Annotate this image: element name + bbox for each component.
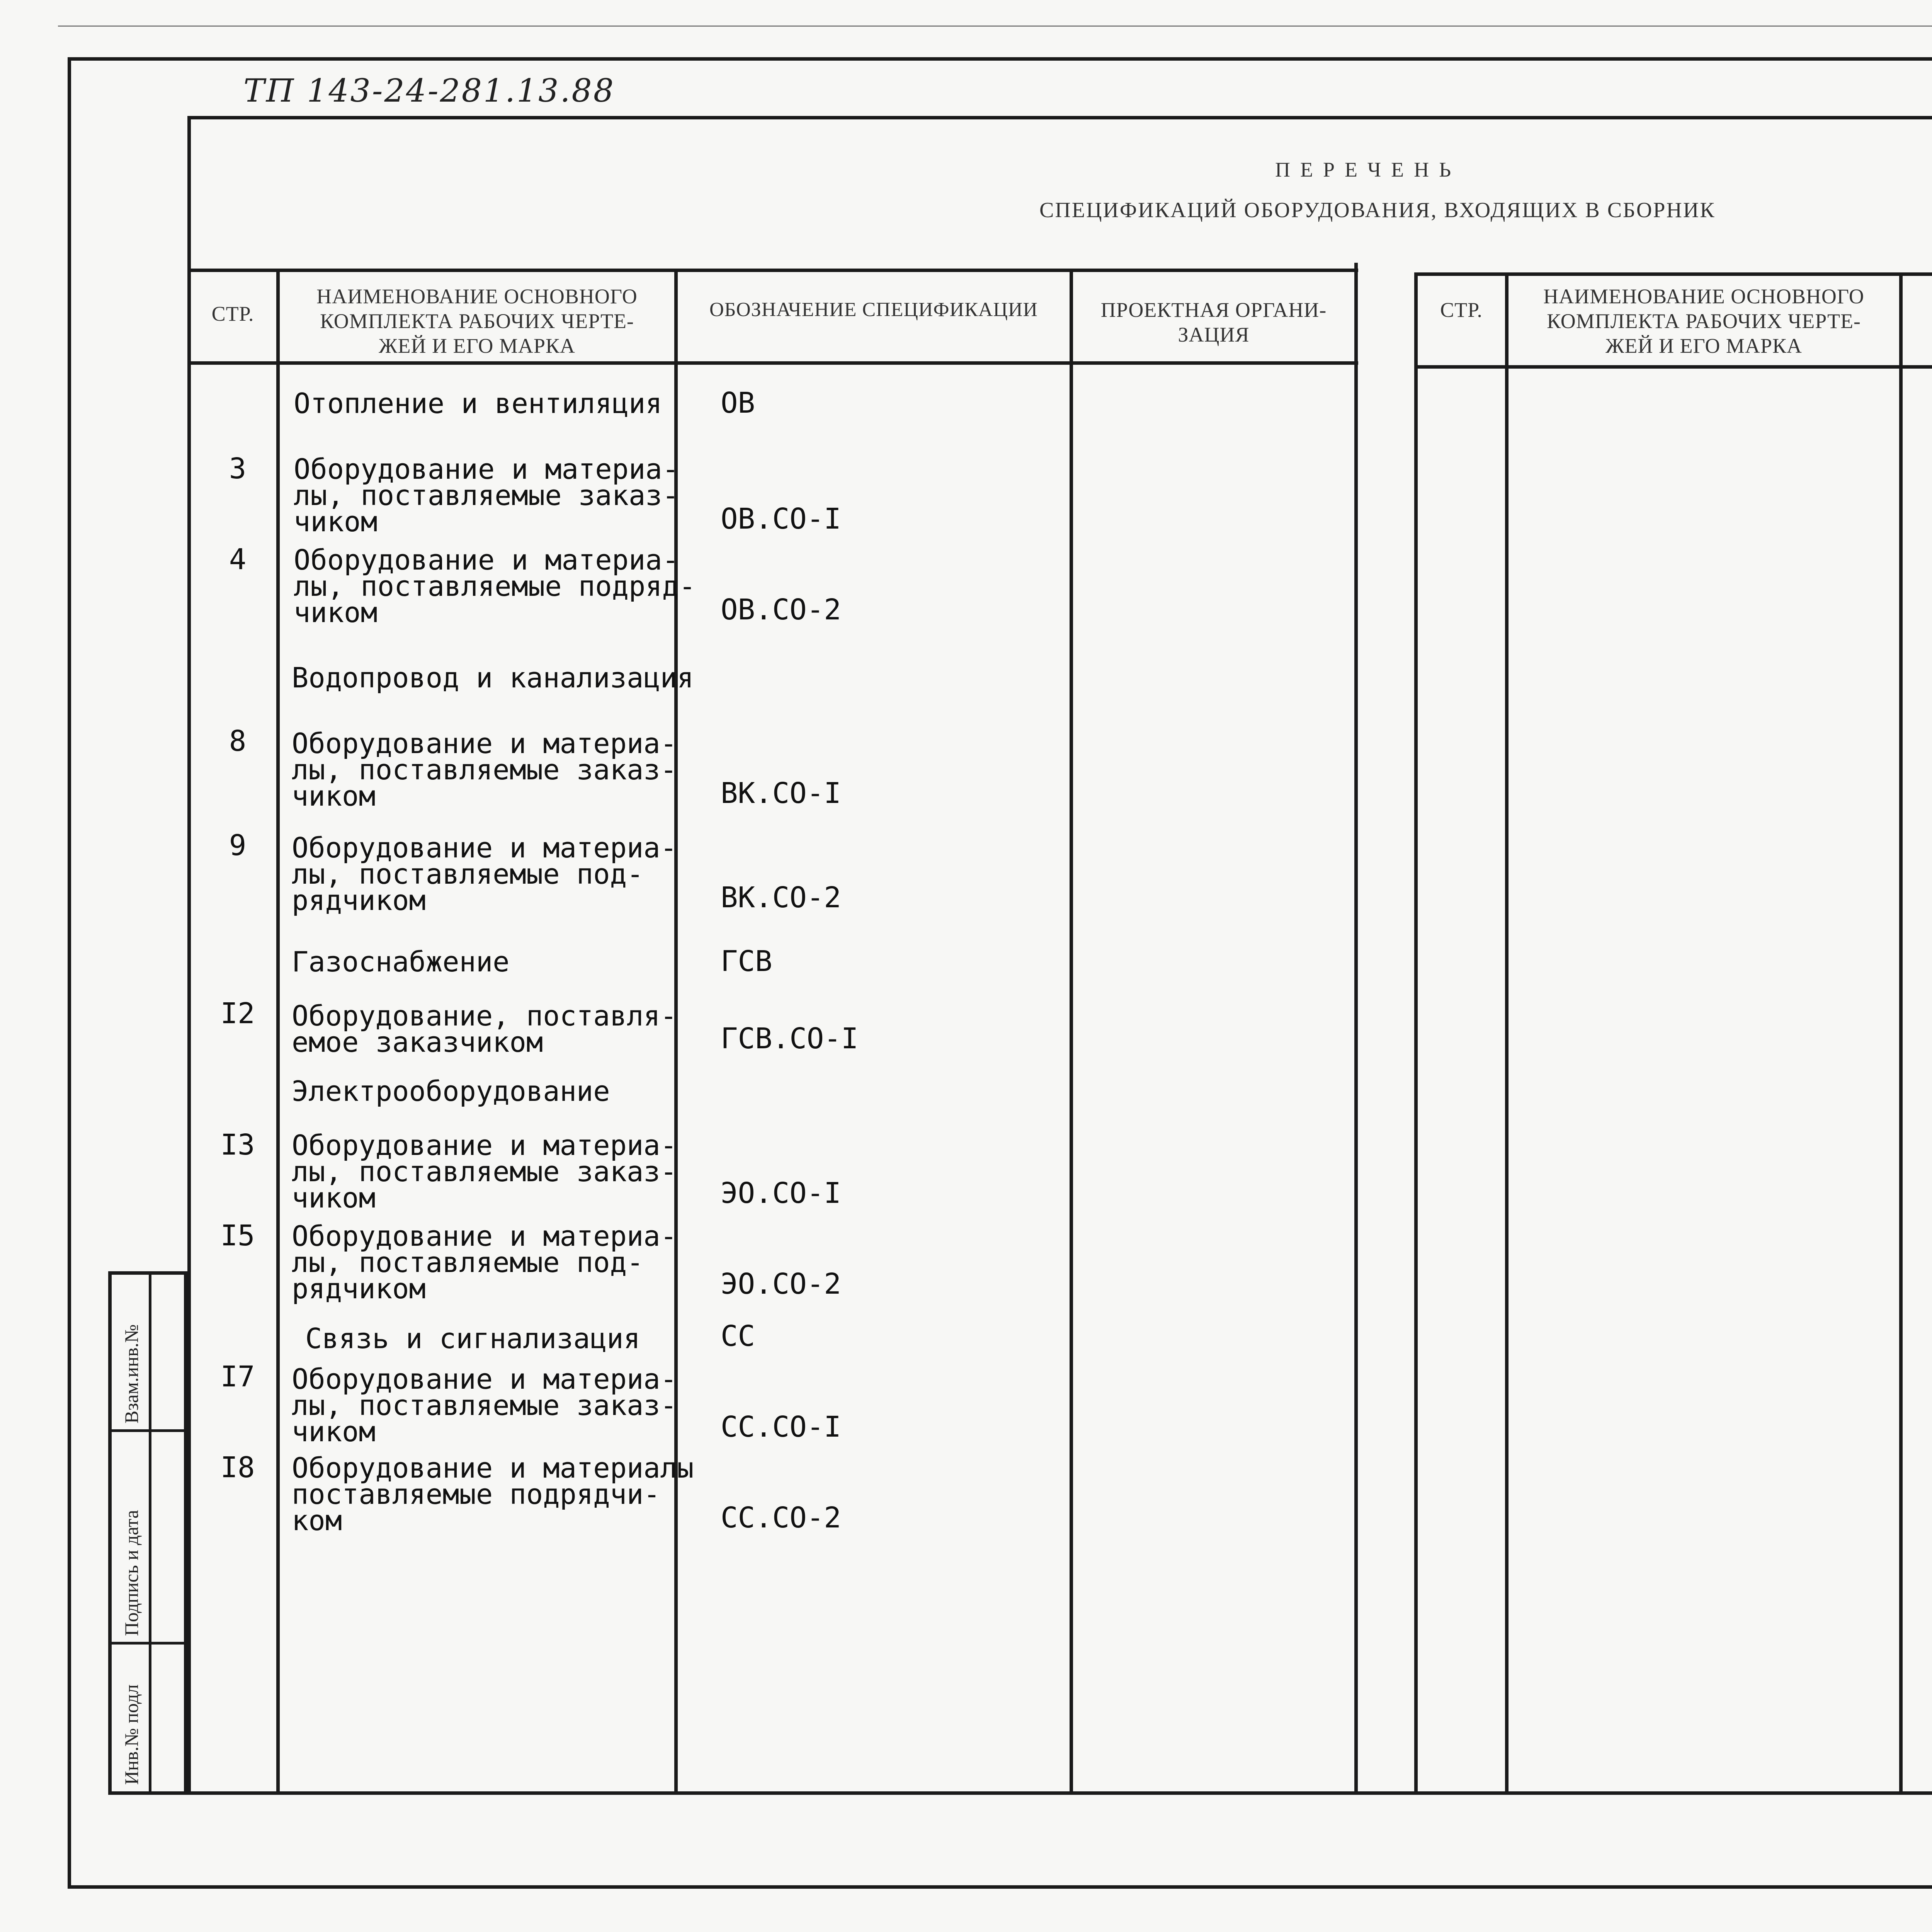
left-header-org: ПРОЕКТНАЯ ОРГАНИ- ЗАЦИЯ bbox=[1100, 298, 1327, 346]
left-col-line-4 bbox=[1354, 263, 1358, 1795]
right-header-spec bbox=[1903, 303, 1932, 328]
right-col-line-2 bbox=[1899, 272, 1903, 1795]
right-col-line-0 bbox=[1414, 272, 1418, 1795]
left-col-line-3 bbox=[1070, 269, 1073, 1795]
left-header-page: СТР. bbox=[211, 302, 254, 325]
row-code: ГСВ bbox=[721, 945, 772, 978]
doc-code: ТП 143-24-281.13.88 bbox=[243, 73, 615, 109]
left-header-bottom bbox=[187, 361, 1358, 365]
left-header-name: НАИМЕНОВАНИЕ ОСНОВНОГО КОМПЛЕКТА РАБОЧИХ ЧЕРТЕ- ЖЕЙ И ЕГО МАРКА bbox=[316, 285, 638, 357]
row-code: ОВ bbox=[721, 386, 755, 420]
left-col-line-1 bbox=[276, 269, 280, 1795]
row-code: СС.СО-I bbox=[721, 1410, 841, 1444]
row-name: Водопровод и канализация bbox=[292, 662, 694, 694]
row-name: Оборудование и материа- лы, поставляемые под- рядчиком bbox=[292, 1220, 677, 1305]
row-code: СС bbox=[721, 1320, 755, 1353]
row-name: Оборудование и материа- лы, поставляемые подряд- чиком bbox=[294, 544, 696, 629]
row-code: ЭО.СО-I bbox=[721, 1177, 841, 1210]
side-stamp-inventory: Инв.№ подл bbox=[121, 1684, 142, 1785]
row-name: Связь и сигнализация bbox=[305, 1322, 640, 1355]
side-stamp-replace: Взам.инв.№ bbox=[121, 1324, 142, 1423]
row-name: Оборудование и материа- лы, поставляемые заказ- чиком bbox=[292, 1129, 677, 1214]
row-page: 3 bbox=[229, 452, 247, 485]
row-name: Оборудование, поставля- емое заказчиком bbox=[292, 1000, 677, 1058]
title-line-1: ПЕРЕЧЕНЬ bbox=[1275, 158, 1461, 181]
side-stamp-divider-2 bbox=[112, 1642, 185, 1645]
right-header-name: НАИМЕНОВАНИЕ ОСНОВНОГО КОМПЛЕКТА РАБОЧИХ ЧЕРТЕ- ЖЕЙ И ЕГО МАРКА bbox=[1543, 285, 1864, 357]
left-header-spec: ОБОЗНАЧЕНИЕ СПЕЦИФИКАЦИИ bbox=[709, 299, 1038, 321]
row-page: 8 bbox=[229, 724, 247, 758]
side-stamp-divider-1 bbox=[112, 1429, 185, 1432]
row-page: I8 bbox=[220, 1451, 255, 1484]
right-header-page: СТР. bbox=[1440, 298, 1483, 321]
row-code: ОВ.СО-2 bbox=[721, 593, 841, 626]
row-code: ГСВ.СО-I bbox=[721, 1022, 859, 1055]
row-page: I7 bbox=[220, 1360, 255, 1393]
row-page: I3 bbox=[220, 1128, 255, 1162]
row-name: Электрооборудование bbox=[292, 1075, 610, 1107]
side-stamp bbox=[108, 1271, 187, 1795]
row-name: Оборудование и материа- лы, поставляемые заказ- чиком bbox=[292, 727, 677, 812]
row-name: Оборудование и материа- лы, поставляемые заказ- чиком bbox=[292, 1363, 677, 1448]
row-name: Газоснабжение bbox=[292, 946, 510, 978]
left-header-top bbox=[187, 269, 1358, 272]
row-page: I2 bbox=[220, 997, 255, 1030]
row-page: I5 bbox=[220, 1219, 255, 1252]
row-name: Оборудование и материалы поставляемые подрядчи- ком bbox=[292, 1452, 694, 1537]
row-page: 4 bbox=[229, 543, 247, 576]
row-code: ВК.СО-I bbox=[721, 777, 841, 810]
title-line-2: СПЕЦИФИКАЦИЙ ОБОРУДОВАНИЯ, ВХОДЯЩИХ В СБОРНИК bbox=[1039, 198, 1716, 222]
row-code: ЭО.СО-2 bbox=[721, 1267, 841, 1301]
row-name: Отопление и вентиляция bbox=[294, 387, 662, 420]
row-code: ОВ.СО-I bbox=[721, 502, 841, 536]
row-name: Оборудование и материа- лы, поставляемые заказ- чиком bbox=[294, 453, 679, 538]
paper-edge bbox=[58, 26, 1932, 27]
right-col-line-1 bbox=[1505, 272, 1509, 1795]
row-code: ВК.СО-2 bbox=[721, 881, 841, 914]
row-name: Оборудование и материа- лы, поставляемые под- рядчиком bbox=[292, 832, 677, 917]
row-code: СС.СО-2 bbox=[721, 1501, 841, 1534]
side-stamp-signature: Подпись и дата bbox=[121, 1510, 142, 1636]
side-stamp-divider-v bbox=[149, 1275, 151, 1793]
right-header-bottom bbox=[1414, 365, 1932, 369]
row-page: 9 bbox=[229, 829, 247, 862]
right-header-top bbox=[1414, 272, 1932, 276]
